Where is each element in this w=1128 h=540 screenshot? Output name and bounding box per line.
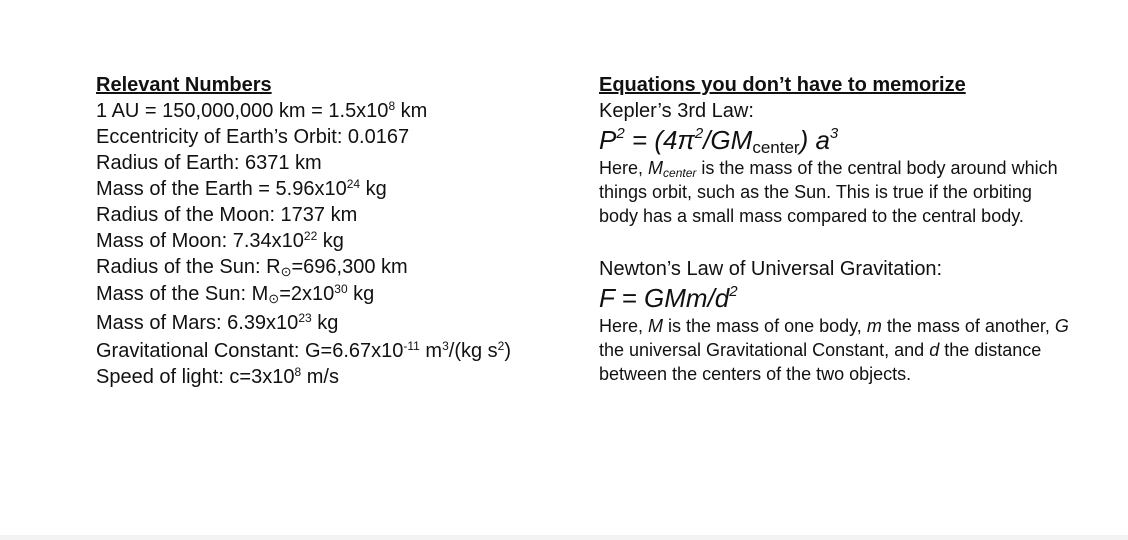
grav-constant-exponent: -11 — [403, 339, 420, 353]
au-line — [96, 98, 576, 124]
speed-of-light-line — [96, 364, 576, 390]
sun-mass-exponent: 30 — [334, 282, 348, 296]
sun-symbol-icon: ⊙ — [268, 291, 280, 306]
bottom-edge — [0, 535, 1128, 540]
kepler-GM: /GM — [703, 125, 753, 155]
kepler-P: P — [599, 125, 617, 155]
moon-radius-line: Radius of the Moon: 1737 km — [96, 204, 358, 226]
mars-mass-text: Mass of Mars: 6.39x10 — [96, 312, 299, 334]
kepler-title: Kepler’s 3rd Law: — [599, 100, 754, 122]
sun-radius-text: Radius of the Sun: R — [96, 256, 281, 278]
sun-symbol-icon: ⊙ — [280, 264, 292, 279]
newton-M: M — [648, 316, 664, 336]
kepler-pi-exponent: 2 — [694, 125, 704, 142]
sun-mass-line — [96, 280, 576, 308]
newton-explanation — [599, 314, 1069, 386]
earth-radius-line: Radius of Earth: 6371 km — [96, 152, 322, 174]
newton-eq-text: F = GMm/d — [599, 283, 730, 313]
sun-mass-value: =2x10 — [279, 283, 335, 305]
grav-constant-close: ) — [504, 340, 512, 362]
grav-constant-m-exponent: 3 — [442, 339, 449, 353]
speed-of-light-unit: m/s — [301, 366, 339, 388]
newton-title: Newton’s Law of Universal Gravitation: — [599, 258, 943, 280]
newton-G: G — [1054, 316, 1069, 336]
equations-section — [599, 72, 1069, 386]
speed-of-light-text: Speed of light: c=3x10 — [96, 366, 295, 388]
earth-mass-line — [96, 176, 576, 202]
grav-constant-text: Gravitational Constant: G=6.67x10 — [96, 340, 404, 362]
speed-of-light-exponent: 8 — [294, 365, 302, 379]
mars-mass-unit: kg — [311, 312, 339, 334]
grav-constant-m: m — [419, 340, 443, 362]
grav-constant-line — [96, 338, 576, 364]
newton-t3: the universal Gravitational Constant, and — [599, 340, 930, 360]
sun-radius-line — [96, 254, 576, 280]
kepler-P-exponent: 2 — [616, 125, 625, 142]
equations-heading: Equations you don’t have to memorize — [599, 74, 966, 96]
earth-mass-unit: kg — [360, 178, 387, 200]
moon-mass-text: Mass of Moon: 7.34x10 — [96, 230, 304, 252]
newton-t4: the distance between the centers of the two objects. — [599, 340, 1042, 384]
au-unit: km — [395, 100, 428, 122]
sun-mass-unit: kg — [347, 283, 375, 305]
newton-m: m — [866, 316, 882, 336]
kepler-a-exponent: 3 — [829, 125, 839, 142]
grav-constant-rest: /(kg s — [448, 340, 498, 362]
newton-d: d — [929, 340, 940, 360]
moon-mass-line — [96, 228, 576, 254]
mars-mass-line — [96, 308, 576, 338]
newton-here: Here, — [599, 316, 649, 336]
eccentricity-line: Eccentricity of Earth’s Orbit: 0.0167 — [96, 126, 410, 148]
moon-mass-exponent: 22 — [303, 229, 318, 243]
earth-mass-exponent: 24 — [346, 177, 361, 191]
moon-mass-unit: kg — [317, 230, 344, 252]
au-exponent: 8 — [388, 99, 396, 113]
kepler-M: M — [648, 158, 664, 178]
relevant-numbers-section — [96, 72, 576, 390]
relevant-numbers-heading: Relevant Numbers — [96, 74, 272, 96]
newton-t1: is the mass of one body, — [663, 316, 867, 336]
kepler-M-subscript: center — [663, 166, 697, 180]
newton-t2: the mass of another, — [881, 316, 1055, 336]
kepler-explanation — [599, 156, 1069, 228]
kepler-close: ) a — [799, 125, 830, 155]
kepler-here: Here, — [599, 158, 649, 178]
kepler-equation — [599, 124, 1069, 156]
newton-equation — [599, 282, 1069, 314]
au-text: 1 AU = 150,000,000 km = 1.5x10 — [96, 100, 389, 122]
grav-constant-s-exponent: 2 — [497, 339, 505, 353]
sun-mass-text: Mass of the Sun: M — [96, 283, 269, 305]
kepler-center-subscript: center — [752, 138, 800, 157]
newton-exponent: 2 — [729, 283, 738, 300]
kepler-eq-start: = (4π — [624, 125, 695, 155]
mars-mass-exponent: 23 — [298, 311, 312, 325]
kepler-text: is the mass of the central body around which things orbit, such as the Sun. This is true if the orbiting body has a small mass compared to the central body. — [599, 158, 1058, 226]
sun-radius-value: =696,300 km — [291, 256, 408, 278]
earth-mass-text: Mass of the Earth = 5.96x10 — [96, 178, 347, 200]
